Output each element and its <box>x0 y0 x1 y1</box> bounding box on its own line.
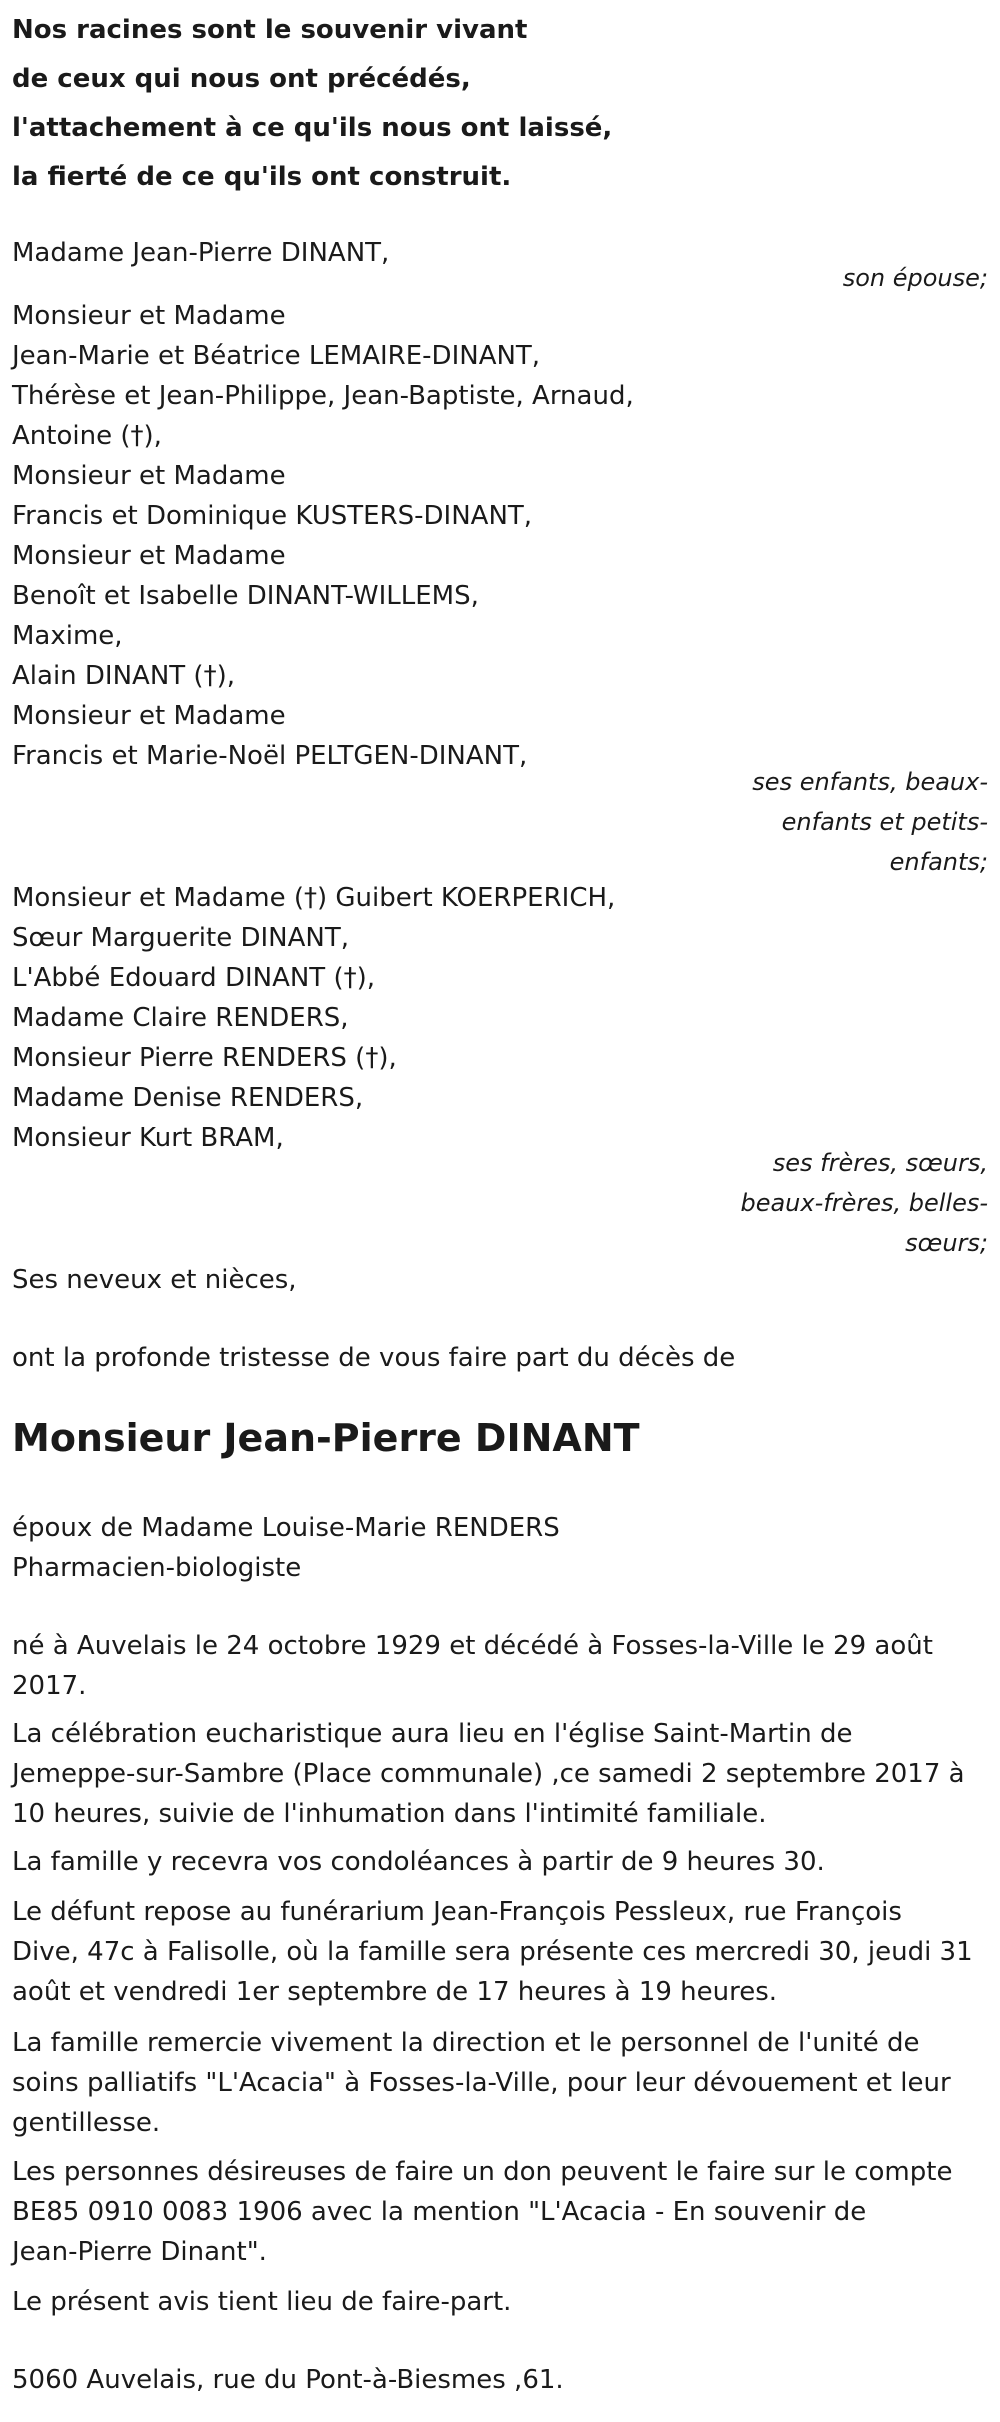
siblings-relation <box>740 1143 988 1263</box>
paragraph-line: Jean-Pierre Dinant". <box>12 2237 267 2267</box>
family-line: Monsieur Kurt BRAM, <box>12 1123 284 1153</box>
family-line: L'Abbé Edouard DINANT (†), <box>12 963 376 993</box>
family-line: Madame Claire RENDERS, <box>12 1003 349 1033</box>
quote-line: de ceux qui nous ont précédés, <box>12 64 471 94</box>
relation-line: beaux-frères, belles- <box>740 1189 988 1217</box>
paragraph-line: Dive, 47c à Falisolle, où la famille sera présente ces mercredi 30, jeudi 31 <box>12 1937 973 1967</box>
family-line: Jean-Marie et Béatrice LEMAIRE-DINANT, <box>12 341 541 371</box>
quote-line: l'attachement à ce qu'ils nous ont laissé, <box>12 113 613 143</box>
quote-line: Nos racines sont le souvenir vivant <box>12 15 528 45</box>
announcement-line: ont la profonde tristesse de vous faire part du décès de <box>12 1343 736 1373</box>
nephews-line: Ses neveux et nièces, <box>12 1265 297 1295</box>
deceased-name: Monsieur Jean-Pierre DINANT <box>12 1416 640 1460</box>
paragraph-line: né à Auvelais le 24 octobre 1929 et décédé à Fosses-la-Ville le 29 août <box>12 1631 933 1661</box>
relation-line: ses frères, sœurs, <box>772 1149 988 1177</box>
paragraph-line: 10 heures, suivie de l'inhumation dans l'intimité familiale. <box>12 1799 767 1829</box>
family-line: Antoine (†), <box>12 421 162 451</box>
paragraph-line: Jemeppe-sur-Sambre (Place communale) ,ce samedi 2 septembre 2017 à <box>12 1759 965 1789</box>
spouse-name: Madame Jean-Pierre DINANT, <box>12 238 390 268</box>
paragraph-funeral-home <box>12 1892 988 2012</box>
paragraph-line: La célébration eucharistique aura lieu en l'église Saint-Martin de <box>12 1719 853 1749</box>
detail-line: Pharmacien-biologiste <box>12 1553 302 1583</box>
paragraph-line: La famille remercie vivement la direction et le personnel de l'unité de <box>12 2028 920 2058</box>
paragraph-line: soins palliatifs "L'Acacia" à Fosses-la-Ville, pour leur dévouement et leur <box>12 2068 951 2098</box>
relation-line: son épouse; <box>842 264 988 292</box>
nephews-block <box>12 1260 988 1300</box>
paragraph-line: La famille y recevra vos condoléances à partir de 9 heures 30. <box>12 1847 825 1877</box>
paragraph-ceremony <box>12 1714 988 1834</box>
paragraph-line: août et vendredi 1er septembre de 17 heures à 19 heures. <box>12 1977 778 2007</box>
children-relation <box>752 762 988 882</box>
family-line: Madame Denise RENDERS, <box>12 1083 364 1113</box>
quote-line: la fierté de ce qu'ils ont construit. <box>12 162 512 192</box>
paragraph-line: Le présent avis tient lieu de faire-part. <box>12 2287 512 2317</box>
relation-line: enfants et petits- <box>781 808 988 836</box>
family-line: Monsieur et Madame <box>12 461 286 491</box>
paragraph-line: Le défunt repose au funérarium Jean-François Pessleux, rue François <box>12 1897 902 1927</box>
relation-line: ses enfants, beaux- <box>752 768 988 796</box>
family-line: Monsieur et Madame <box>12 301 286 331</box>
address-line: 5060 Auvelais, rue du Pont-à-Biesmes ,61. <box>12 2365 564 2395</box>
spouse-block <box>12 233 988 273</box>
family-line: Thérèse et Jean-Philippe, Jean-Baptiste, Arnaud, <box>12 381 634 411</box>
opening-quote <box>12 6 612 202</box>
paragraph-line: 2017. <box>12 1671 87 1701</box>
family-line: Monsieur et Madame <box>12 701 286 731</box>
relation-line: enfants; <box>889 848 988 876</box>
paragraph-condolences <box>12 1842 988 1882</box>
family-line: Monsieur et Madame <box>12 541 286 571</box>
family-line: Maxime, <box>12 621 123 651</box>
spouse-relation <box>843 258 988 298</box>
paragraph-line: gentillesse. <box>12 2108 161 2138</box>
paragraph-notice <box>12 2282 988 2322</box>
family-line: Monsieur Pierre RENDERS (†), <box>12 1043 397 1073</box>
family-line: Monsieur et Madame (†) Guibert KOERPERICH, <box>12 883 616 913</box>
family-line: Francis et Dominique KUSTERS-DINANT, <box>12 501 533 531</box>
address <box>12 2360 988 2400</box>
deceased-details <box>12 1508 988 1588</box>
family-line: Alain DINANT (†), <box>12 661 235 691</box>
family-line: Sœur Marguerite DINANT, <box>12 923 349 953</box>
paragraph-donation <box>12 2152 988 2272</box>
paragraph-line: BE85 0910 0083 1906 avec la mention "L'Acacia - En souvenir de <box>12 2197 867 2227</box>
paragraph-line: Les personnes désireuses de faire un don peuvent le faire sur le compte <box>12 2157 953 2187</box>
detail-line: époux de Madame Louise-Marie RENDERS <box>12 1513 560 1543</box>
relation-line: sœurs; <box>905 1229 988 1257</box>
siblings-block <box>12 878 988 1158</box>
family-line: Francis et Marie-Noël PELTGEN-DINANT, <box>12 741 528 771</box>
announcement <box>12 1338 988 1378</box>
family-line: Benoît et Isabelle DINANT-WILLEMS, <box>12 581 479 611</box>
children-block <box>12 296 988 776</box>
paragraph-birth-death <box>12 1626 988 1706</box>
paragraph-thanks <box>12 2023 988 2143</box>
